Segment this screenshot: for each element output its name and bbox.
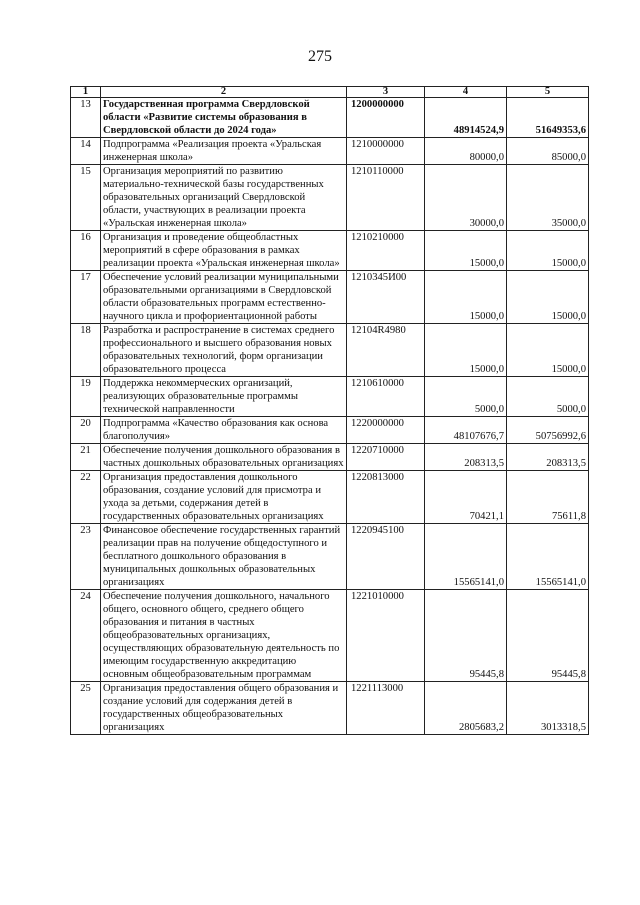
row-value-col5: 15565141,0 [507,524,589,590]
row-number: 25 [71,682,101,735]
row-name: Организация и проведение общеобластных мероприятий в сфере образования в рамках реализации проекта «Уральская инженерная школа» [101,231,347,271]
row-name: Организация предоставления общего образования и создание условий для содержания детей в государственных общеобразовательных организациях [101,682,347,735]
row-number: 20 [71,417,101,444]
row-name: Организация мероприятий по развитию материально-технической базы государственных образовательных организаций Свердловской области, участвующих в реализации проекта «Уральская инженерная школа» [101,165,347,231]
table-row [71,98,589,138]
table-header-row [71,87,589,98]
row-number: 24 [71,590,101,682]
table-row [71,444,589,471]
table-body [71,98,589,735]
table-row [71,682,589,735]
row-number: 21 [71,444,101,471]
row-name: Финансовое обеспечение государственных гарантий реализации прав на получение общедоступного и бесплатного дошкольного образования в муниципальных дошкольных образовательных организациях [101,524,347,590]
row-number: 22 [71,471,101,524]
row-value-col4: 70421,1 [425,471,507,524]
header-col-5: 5 [507,87,589,98]
table-row [71,165,589,231]
row-value-col5: 208313,5 [507,444,589,471]
row-code: 1220945100 [347,524,425,590]
row-code: 1210345И00 [347,271,425,324]
row-name: Обеспечение условий реализации муниципальными образовательными организациями в Свердловской области образовательных программ естественно-научного цикла и профориентационной работы [101,271,347,324]
row-number: 18 [71,324,101,377]
row-name: Обеспечение получения дошкольного образования в частных дошкольных образовательных организациях [101,444,347,471]
row-value-col5: 15000,0 [507,271,589,324]
row-value-col4: 95445,8 [425,590,507,682]
row-name: Обеспечение получения дошкольного, начального общего, основного общего, среднего общего образования и питания в частных общеобразовательных организациях, осуществляющих образовательную деятельность по имеющим государственную аккредитацию основным общеобразовательным программам [101,590,347,682]
row-code: 1210610000 [347,377,425,417]
table-row [71,138,589,165]
row-name: Подпрограмма «Качество образования как основа благополучия» [101,417,347,444]
row-value-col5: 35000,0 [507,165,589,231]
row-code: 1220710000 [347,444,425,471]
row-code: 12104R4980 [347,324,425,377]
table-row [71,231,589,271]
row-value-col4: 15000,0 [425,231,507,271]
row-value-col4: 208313,5 [425,444,507,471]
row-code: 1220813000 [347,471,425,524]
row-value-col5: 15000,0 [507,324,589,377]
row-value-col4: 2805683,2 [425,682,507,735]
row-number: 19 [71,377,101,417]
row-number: 14 [71,138,101,165]
row-value-col4: 15000,0 [425,271,507,324]
row-value-col5: 51649353,6 [507,98,589,138]
row-value-col5: 15000,0 [507,231,589,271]
row-value-col5: 50756992,6 [507,417,589,444]
row-code: 1210210000 [347,231,425,271]
row-name: Государственная программа Свердловской области «Развитие системы образования в Свердловской области до 2024 года» [101,98,347,138]
row-code: 1200000000 [347,98,425,138]
table-row [71,377,589,417]
table-row [71,524,589,590]
header-col-2: 2 [101,87,347,98]
row-value-col4: 48107676,7 [425,417,507,444]
table-row [71,271,589,324]
row-value-col5: 95445,8 [507,590,589,682]
row-value-col4: 15565141,0 [425,524,507,590]
table-row [71,471,589,524]
row-value-col4: 48914524,9 [425,98,507,138]
row-value-col4: 80000,0 [425,138,507,165]
row-code: 1210110000 [347,165,425,231]
row-value-col5: 75611,8 [507,471,589,524]
row-code: 1221010000 [347,590,425,682]
row-value-col4: 30000,0 [425,165,507,231]
row-code: 1220000000 [347,417,425,444]
row-name: Подпрограмма «Реализация проекта «Уральская инженерная школа» [101,138,347,165]
table-row [71,590,589,682]
row-value-col4: 5000,0 [425,377,507,417]
row-number: 17 [71,271,101,324]
row-number: 15 [71,165,101,231]
table-row [71,324,589,377]
table-row [71,417,589,444]
row-code: 1210000000 [347,138,425,165]
header-col-4: 4 [425,87,507,98]
row-code: 1221113000 [347,682,425,735]
row-value-col5: 5000,0 [507,377,589,417]
budget-table [70,86,589,735]
row-name: Организация предоставления дошкольного образования, создание условий для присмотра и ухода за детьми, содержания детей в государственных образовательных организациях [101,471,347,524]
row-value-col4: 15000,0 [425,324,507,377]
header-col-1: 1 [71,87,101,98]
row-number: 23 [71,524,101,590]
row-name: Поддержка некоммерческих организаций, реализующих образовательные программы технической направленности [101,377,347,417]
row-value-col5: 3013318,5 [507,682,589,735]
row-name: Разработка и распространение в системах среднего профессионального и высшего образования новых образовательных технологий, форм организации образовательного процесса [101,324,347,377]
row-number: 16 [71,231,101,271]
page-number: 275 [308,48,332,65]
header-col-3: 3 [347,87,425,98]
row-value-col5: 85000,0 [507,138,589,165]
row-number: 13 [71,98,101,138]
